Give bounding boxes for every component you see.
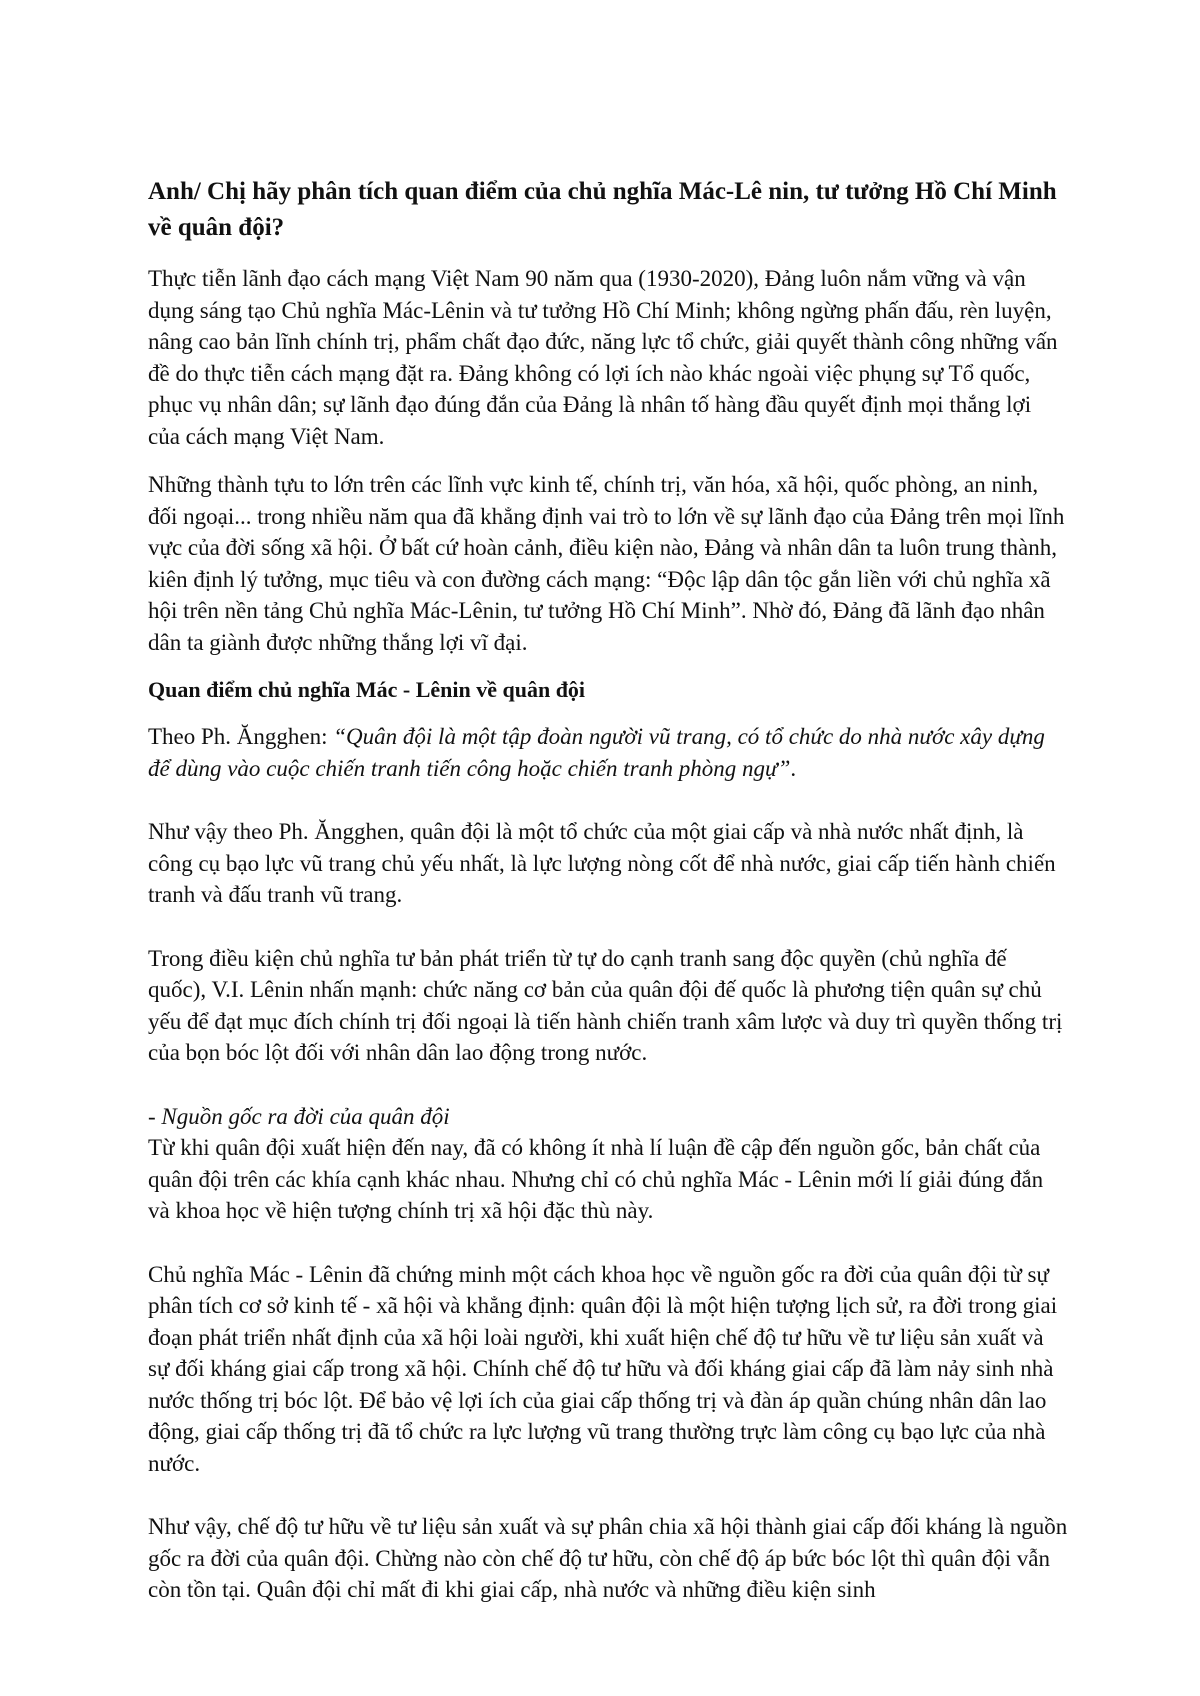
engels-suffix: . <box>790 755 797 781</box>
origin-subheading: - Nguồn gốc ra đời của quân đội <box>148 1103 450 1129</box>
engels-explanation-paragraph: Như vậy theo Ph. Ăngghen, quân đội là một tổ chức của một giai cấp và nhà nước nhất định, là công cụ bạo lực vũ trang chủ yếu nhất, là lực lượng nòng cốt để nhà nước, giai cấp tiến hành chiến tranh và đấu tranh vũ trang. <box>148 819 1056 907</box>
document-title: Anh/ Chị hãy phân tích quan điểm của chủ nghĩa Mác-Lê nin, tư tưởng Hồ Chí Minh về quân đội? <box>148 178 1057 241</box>
engels-prefix: Theo Ph. Ăngghen: <box>148 724 334 749</box>
intro-paragraph-1: Thực tiễn lãnh đạo cách mạng Việt Nam 90 năm qua (1930-2020), Đảng luôn nắm vững và vận dụng sáng tạo Chủ nghĩa Mác-Lênin và tư tưởng Hồ Chí Minh; không ngừng phấn đấu, rèn luyện, nâng cao bản lĩnh chính trị, phẩm chất đạo đức, năng lực tổ chức, giải quyết thành công những vấn đề do thực tiễn cách mạng đặt ra. Đảng không có lợi ích nào khác ngoài việc phụng sự Tổ quốc, phục vụ nhân dân; sự lãnh đạo đúng đắn của Đảng là nhân tố hàng đầu quyết định mọi thắng lợi của cách mạng Việt Nam. <box>148 266 1058 449</box>
document-body <box>148 174 1068 1623</box>
engels-quote-paragraph <box>148 721 1068 784</box>
origin-paragraph-1-text: Từ khi quân đội xuất hiện đến nay, đã có không ít nhà lí luận đề cập đến nguồn gốc, bản chất của quân đội trên các khía cạnh khác nhau. Nhưng chỉ có chủ nghĩa Mác - Lênin mới lí giải đúng đắn và khoa học về hiện tượng chính trị xã hội đặc thù này. <box>148 1135 1044 1223</box>
origin-paragraph-1 <box>148 1101 1068 1227</box>
origin-paragraph-3: Như vậy, chế độ tư hữu về tư liệu sản xuất và sự phân chia xã hội thành giai cấp đối kháng là nguồn gốc ra đời của quân đội. Chừng nào còn chế độ tư hữu, còn chế độ áp bức bóc lột thì quân đội vẫn còn tồn tại. Quân đội chỉ mất đi khi giai cấp, nhà nước và những điều kiện sinh <box>148 1514 1068 1602</box>
lenin-paragraph: Trong điều kiện chủ nghĩa tư bản phát triển từ tự do cạnh tranh sang độc quyền (chủ nghĩa đế quốc), V.I. Lênin nhấn mạnh: chức năng cơ bản của quân đội đế quốc là phương tiện quân sự chủ yếu để đạt mục đích chính trị đối ngoại là tiến hành chiến tranh xâm lược và duy trì quyền thống trị của bọn bóc lột đối với nhân dân lao động trong nước. <box>148 945 1063 1065</box>
section-heading: Quan điểm chủ nghĩa Mác - Lênin về quân đội <box>148 677 586 702</box>
intro-paragraph-2: Những thành tựu to lớn trên các lĩnh vực kinh tế, chính trị, văn hóa, xã hội, quốc phòng, an ninh, đối ngoại... trong nhiều năm qua đã khẳng định vai trò to lớn về sự lãnh đạo của Đảng trên mọi lĩnh vực của đời sống xã hội. Ở bất cứ hoàn cảnh, điều kiện nào, Đảng và nhân dân ta luôn trung thành, kiên định lý tưởng, mục tiêu và con đường cách mạng: “Độc lập dân tộc gắn liền với chủ nghĩa xã hội trên nền tảng Chủ nghĩa Mác-Lênin, tư tưởng Hồ Chí Minh”. Nhờ đó, Đảng đã lãnh đạo nhân dân ta giành được những thắng lợi vĩ đại. <box>148 472 1065 655</box>
engels-quote: “Quân đội là một tập đoàn người vũ trang, có tổ chức do nhà nước xây dựng để dùng vào cuộc chiến tranh tiến công hoặc chiến tranh phòng ngự” <box>148 724 1045 781</box>
origin-paragraph-2: Chủ nghĩa Mác - Lênin đã chứng minh một cách khoa học về nguồn gốc ra đời của quân đội từ sự phân tích cơ sở kinh tế - xã hội và khẳng định: quân đội là một hiện tượng lịch sử, ra đời trong giai đoạn phát triển nhất định của xã hội loài người, khi xuất hiện chế độ tư hữu về tư liệu sản xuất và sự đối kháng giai cấp trong xã hội. Chính chế độ tư hữu và đối kháng giai cấp đã làm nảy sinh nhà nước thống trị bóc lột. Để bảo vệ lợi ích của giai cấp thống trị và đàn áp quần chúng nhân dân lao động, giai cấp thống trị đã tổ chức ra lực lượng vũ trang thường trực làm công cụ bạo lực của nhà nước. <box>148 1261 1058 1476</box>
